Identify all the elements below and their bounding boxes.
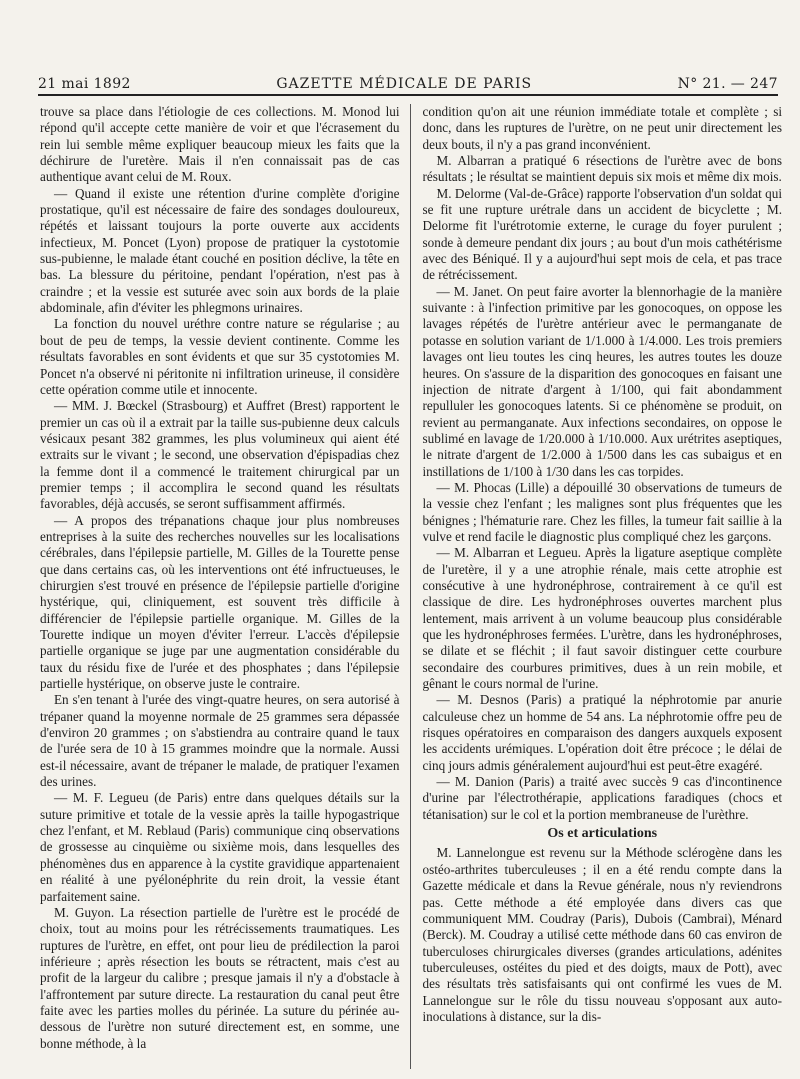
paragraph: — A propos des trépanations chaque jour plus nombreuses entreprises à la suite des recherches nouvelles sur les localisations cérébrales, dans l'épilepsie partielle, M. Gilles de la Tourette pense que dans certains cas, où les interventions ont été infructueuses, le chirurgien s'est trouvé en présence de l'épilepsie partielle d'origine hystérique, qui, cliniquement, est souvent très difficile à différencier de l'épilepsie partielle organique. M. Gilles de la Tourette indique un moyen d'éviter l'erreur. L'accès d'épilepsie partielle organique se juge par une augmentation considérable du taux du résidu fixe de l'urée et des phosphates ; dans l'épilepsie partielle hystérique, on observe juste le contraire.: [40, 512, 400, 692]
text-columns: [40, 104, 782, 1069]
paragraph: — M. Phocas (Lille) a dépouillé 30 observations de tumeurs de la vessie chez l'enfant ; les malignes sont plus fréquentes que les bénignes ; l'hématurie rare. Chez les filles, la tumeur fait saillie à la vulve et rend facile le diagnostic plus compliqué chez les garçons.: [422, 479, 782, 544]
section-heading: Os et articulations: [547, 826, 658, 842]
page-header: [38, 70, 778, 96]
paragraph: — M. Albarran et Legueu. Après la ligature aseptique complète de l'uretère, il y a une atrophie rénale, mais cette atrophie est consécutive à une hydronéphrose, contrairement à ce qu'il est classique de dire. Les hydronéphroses ouvertes marchent plus lentement, mais arrivent à un volume beaucoup plus considérable que les hydronéphroses fermées. L'urètre, dans les hydronéphroses, se dilate et se fléchit ; il faut savoir distinguer cette courbure secondaire des courbures primitives, dues à un rein mobile, et gênant le cours normal de l'urine.: [422, 545, 782, 692]
left-column: [40, 104, 411, 1069]
paragraph: — Quand il existe une rétention d'urine complète d'origine prostatique, qu'il est nécessaire de faire des sondages douloureux, répétés et laissant toujours la porte ouverte aux accidents infectieux, M. Poncet (Lyon) propose de pratiquer la cystotomie sus-pubienne, le malade étant couché en position déclive, la tête en bas. La blessure du péritoine, pendant l'opération, n'est pas à craindre ; et la vessie est suturée avec soin aux bords de la plaie abdominale, afin d'éviter les phlegmons urinaires.: [40, 185, 400, 316]
paragraph: trouve sa place dans l'étiologie de ces collections. M. Monod lui répond qu'il accepte cette manière de voir et que l'écrasement du rein lui semble même expliquer beaucoup mieux les faits que la déchirure de l'uretère. Mais il n'en connaissait pas de cas authentique avant celui de M. Roux.: [40, 104, 400, 185]
header-page-number: N° 21. — 247: [677, 76, 778, 92]
paragraph: M. Delorme (Val-de-Grâce) rapporte l'observation d'un soldat qui se fit une rupture urétrale dans un accident de bicyclette ; M. Delorme fit l'urétrotomie externe, le curage du foyer purulent ; sonde à demeure pendant dix jours ; au bout d'un mois cathétérisme avec des Béniqué. Il y a aujourd'hui sept mois de cela, et pas trace de rétrécissement.: [422, 185, 782, 283]
paragraph: — M. Janet. On peut faire avorter la blennorhagie de la manière suivante : à l'infection primitive par les gonocoques, on oppose les lavages répétés de l'urètre antérieur avec le permanganate de potasse en solution variant de 1/1.000 à 1/4.000. Les trois premiers lavages ont lieu toutes les cinq heures, les autres toutes les douze heures. On s'assure de la disparition des gonocoques en faisant une injection de nitrate d'argent à 1/100, qui fait abondamment repulluler les gonocoques latents. Si ce phénomène se produit, on revient au permanganate. Aux infections secondaires, on oppose le sublimé en lavage de 1/20.000 à 1/10.000. Aux urétrites aseptiques, le nitrate d'argent de 1/2.000 à 1/500 dans les cas subaigus et en instillations de 1/100 à 1/30 dans les cas torpides.: [422, 283, 782, 479]
right-column: [423, 104, 783, 1069]
paragraph: La fonction du nouvel uréthre contre nature se régularise ; au bout de peu de temps, la vessie devient continente. Comme les résultats favorables en sont évidents et que sur 35 cystotomies M. Poncet n'a observé ni péritonite ni infiltration urineuse, il considère cette opération comme utile et innocente.: [40, 316, 400, 397]
paragraph: M. Guyon. La résection partielle de l'urètre est le procédé de choix, tout au moins pour les rétrécissements traumatiques. Les ruptures de l'urètre, en effet, ont pour lieu de prédilection la paroi inférieure ; après résection les bouts se rétractent, mais c'est au profit de la largeur du calibre ; presque jamais il n'y a d'obstacle à l'affrontement par suture directe. La restauration du canal peut être faite avec les parties molles du périnée. La suture du périnée au-dessous de l'urètre non suturé directement est, en somme, une bonne méthode, à la: [40, 904, 400, 1051]
paragraph: M. Lannelongue est revenu sur la Méthode sclérogène dans les ostéo-arthrites tuberculeuses ; il en a été rendu compte dans la Gazette médicale et dans la Revue générale, nous n'y reviendrons pas. Cette méthode a été employée dans divers cas que communiquent MM. Coudray (Paris), Dubois (Cambrai), Ménard (Berck). M. Coudray a utilisé cette méthode dans 60 cas environ de tuberculoses chirurgicales diverses (grandes articulations, adénites tuberculeuses, ostéites du pied et des doigts, maux de Pott), avec des résultats très satisfaisants qui ont confirmé les vues de M. Lannelongue sur le rôle du tissu nouveau s'opposant aux auto-inoculations à distance, sur la dis-: [422, 845, 782, 1024]
header-title: GAZETTE MÉDICALE DE PARIS: [276, 76, 533, 92]
paragraph: condition qu'on ait une réunion immédiate totale et complète ; si donc, dans les ruptures de l'urètre, on ne peut unir directement les deux bouts, il n'y a pas grand inconvénient.: [422, 104, 782, 152]
paragraph: M. Albarran a pratiqué 6 résections de l'urètre avec de bons résultats ; le résultat se maintient depuis six mois et même dix mois.: [422, 153, 782, 185]
paragraph: En s'en tenant à l'urée des vingt-quatre heures, on sera autorisé à trépaner quand la moyenne normale de 25 grammes sera dépassée d'environ 20 grammes ; on s'abstiendra au contraire quand le taux de l'urée sera de 10 à 15 grammes moindre que la normale. Aussi est-il nécessaire, avant de trépaner le malade, de pratiquer l'examen des urines.: [40, 692, 400, 790]
paragraph: — MM. J. Bœckel (Strasbourg) et Auffret (Brest) rapportent le premier un cas où il a extrait par la taille sus-pubienne deux calculs vésicaux pesant 382 grammes, les plus volumineux qui aient été extraits sur le vivant ; le second, une observation d'épispadias chez la femme dont il a commencé le traitement chirurgical par un premier temps ; il accomplira le second quand les résultats favorables, déjà accusés, se seront suffisamment affirmés.: [40, 398, 400, 512]
paragraph: — M. Desnos (Paris) a pratiqué la néphrotomie par anurie calculeuse chez un homme de 54 ans. La néphrotomie offre peu de risques opératoires en comparaison des dangers auxquels exposent les accidents urémiques. L'opération doit être précoce ; le délai de cinq jours admis généralement aujourd'hui est peut-être exagéré.: [422, 692, 782, 773]
header-date: 21 mai 1892: [38, 76, 131, 92]
paragraph: — M. Danion (Paris) a traité avec succès 9 cas d'incontinence d'urine par l'électrothérapie, applications faradiques (chocs et tétanisation) sur le col et la portion membraneuse de l'urèthre.: [422, 774, 782, 822]
paragraph: — M. F. Legueu (de Paris) entre dans quelques détails sur la suture primitive et totale de la vessie après la taille hypogastrique chez l'enfant, et M. Reblaud (Paris) communique cinq observations de grossesse au cinquième ou sixième mois, dans lesquelles des phénomènes dus en apparence à la cystite gravidique appartenaient en réalité à une pyélonéphrite du rein droit, la vessie étant parfaitement saine.: [40, 790, 400, 904]
